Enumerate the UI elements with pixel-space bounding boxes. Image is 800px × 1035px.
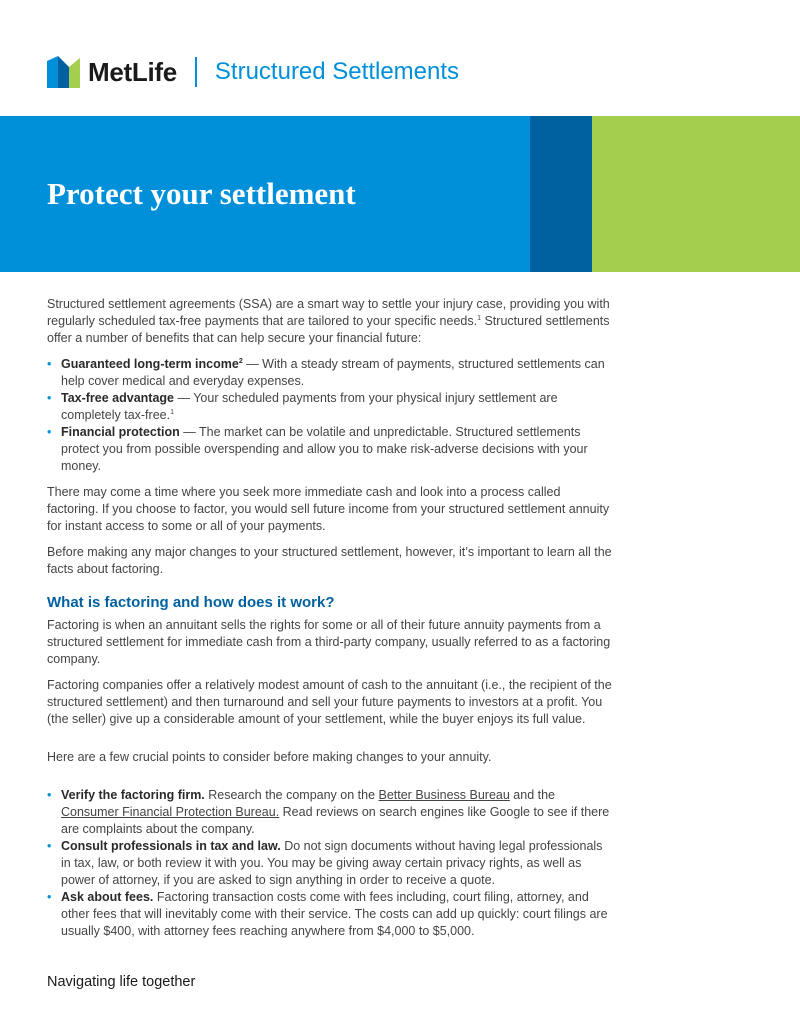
list-item: • Verify the factoring firm. Research the company on the Better Business Bureau and the Consumer Financial Protection Bureau. Read reviews on search engines like Google to see if there are complaints about the company. [47,787,615,838]
spacer [47,737,615,749]
brand-name: MetLife [88,56,177,87]
factoring-companies-paragraph: Factoring companies offer a relatively modest amount of cash to the annuitant (i.e., the recipient of the structured settlement) and then turnaround and sell your future payments to investors at a profit. You (the seller) give up a considerable amount of your settlement, while the buyer enjoys its full value. [47,678,612,726]
better-business-bureau-link[interactable]: Better Business Bureau [378,788,510,802]
factoring-definition-paragraph: Factoring is when an annuitant sells the rights for some or all of their future annuity payments from a structured settlement for immediate cash from a third-party company, usually referred to as a factoring company. [47,618,611,666]
hero-dark-block [530,116,592,272]
hero-banner [0,116,800,272]
metlife-logo-icon [47,56,80,88]
list-item: • Guaranteed long-term income$^2$ — With a steady stream of payments, structured settlements can help cover medical and everyday expenses. [47,356,615,390]
list-item: • Tax-free advantage — Your scheduled payments from your physical injury settlement are completely tax-free.$^1$ [47,390,615,424]
page-header [47,55,459,89]
page-title: Protect your settlement [47,176,356,211]
product-name: Structured Settlements [214,58,460,85]
list-item: • Consult professionals in tax and law. Do not sign documents without having legal professionals in tax, law, or both review it with you. You may be giving away certain privacy rights, as well as power of attorney, if you are asked to sign anything in order to receive a quote. [47,838,615,889]
list-item: • Ask about fees. Factoring transaction costs come with fees including, court filing, attorney, and other fees that will inevitably come with their service. The costs can add up quickly: court filings are usually $400, with attorney fees reaching anywhere from $4,000 to $5,000. [47,889,615,940]
intro-paragraph: Structured settlement agreements (SSA) are a smart way to settle your injury case, providing you with regularly scheduled tax-free payments that are tailored to your specific needs.$^1$ Structured settlements offer a number of benefits that can help secure your financial future: [47,297,610,345]
points-list [47,787,615,940]
points-intro-paragraph: Here are a few crucial points to consider before making changes to your annuity. [47,750,492,764]
cfpb-link[interactable]: Consumer Financial Protection Bureau. [61,805,280,819]
hero-green-block [592,116,800,272]
header-divider [195,57,197,87]
list-item: • Financial protection — The market can be volatile and unpredictable. Structured settlements protect you from possible overspending and allow you to make risk-adverse decisions with your money. [47,424,615,475]
footer-tagline: Navigating life together [47,974,196,990]
spacer [47,775,615,787]
section-heading: What is factoring and how does it work? [47,594,335,611]
main-content [47,296,615,949]
benefits-list [47,356,615,475]
before-changes-paragraph: Before making any major changes to your structured settlement, however, it’s important to learn all the facts about factoring. [47,545,612,576]
factoring-intro-paragraph: There may come a time where you seek more immediate cash and look into a process called factoring. If you choose to factor, you would sell future income from your structured settlement annuity for instant access to some or all of your payments. [47,485,610,533]
